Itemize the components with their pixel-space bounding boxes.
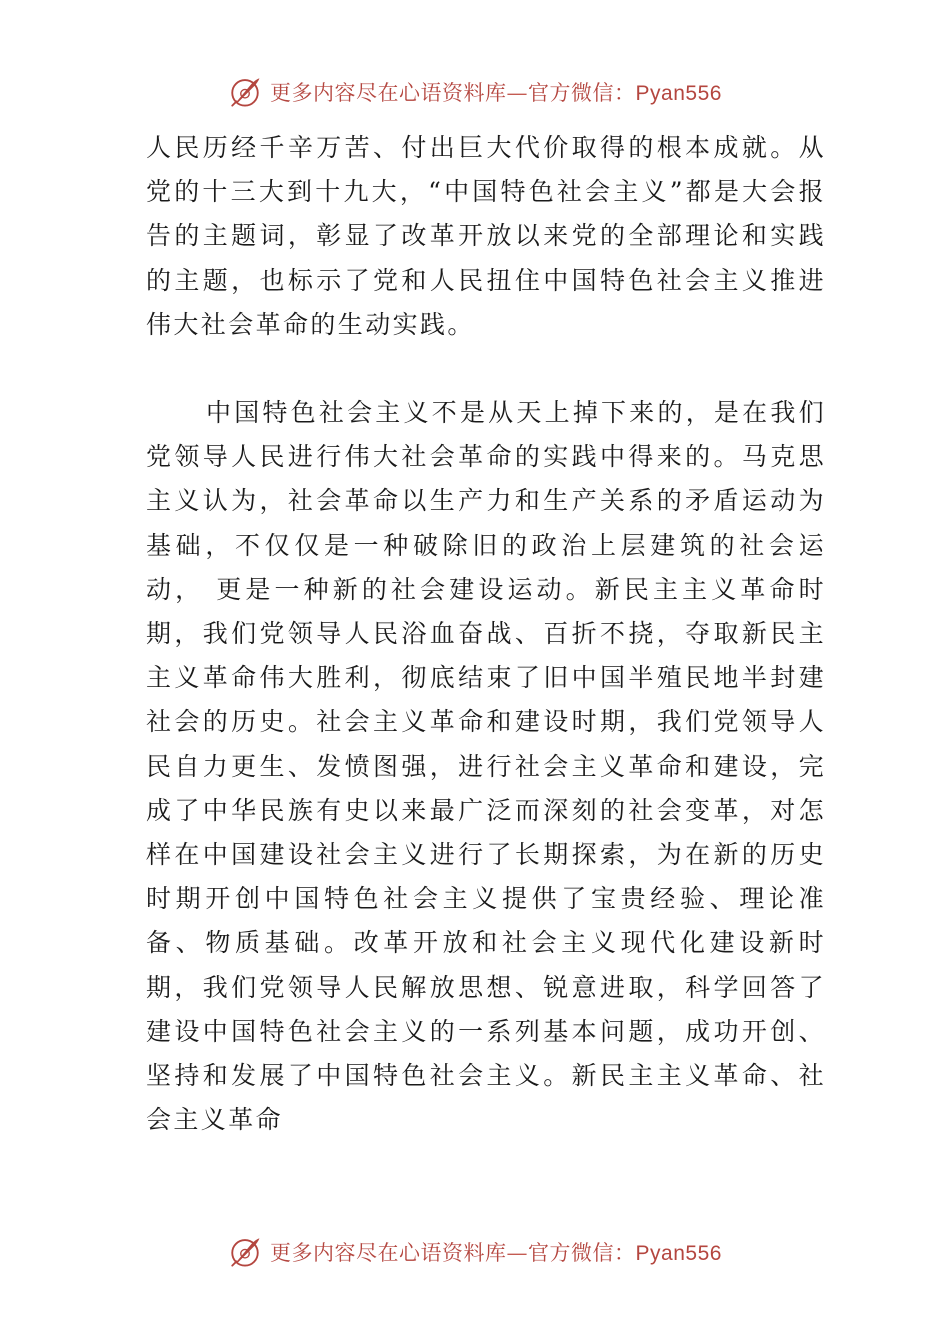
quill-pen-icon <box>228 1235 262 1269</box>
header-banner <box>0 72 950 112</box>
header-banner-main: 更多内容尽在心语资料库 <box>270 81 507 105</box>
quill-pen-icon <box>228 75 262 109</box>
footer-wechat-id: Pyan556 <box>635 1242 722 1265</box>
footer-banner <box>0 1232 950 1272</box>
header-wechat-label: 官方微信： <box>528 81 636 105</box>
footer-banner-sep: — <box>506 1241 529 1265</box>
footer-banner-main: 更多内容尽在心语资料库 <box>270 1241 507 1265</box>
footer-banner-text <box>270 1237 722 1267</box>
header-banner-text <box>270 77 722 107</box>
header-banner-sep: — <box>506 81 529 105</box>
paragraph-2: 中国特色社会主义不是从天上掉下来的，是在我们党领导人民进行伟大社会革命的实践中得来的。马克思主义认为，社会革命以生产力和生产关系的矛盾运动为基础，不仅仅是一种破除旧的政治上层建筑的社会运动， 更是一种新的社会建设运动。新民主主义革命时期，我们党领导人民浴血奋战、百折不挠，夺取新民主主义革命伟大胜利，彻底结束了旧中国半殖民地半封建社会的历史。社会主义革命和建设时期，我们党领导人民自力更生、发愤图强，进行社会主义革命和建设，完成了中华民族有史以来最广泛而深刻的社会变革，对怎样在中国建设社会主义进行了长期探索，为在新的历史时期开创中国特色社会主义提供了宝贵经验、理论准备、物质基础。改革开放和社会主义现代化建设新时期，我们党领导人民解放思想、锐意进取，科学回答了建设中国特色社会主义的一系列基本问题，成功开创、坚持和发展了中国特色社会主义。新民主主义革命、社会主义革命 <box>146 398 826 1135</box>
footer-wechat-label: 官方微信： <box>528 1241 636 1265</box>
paragraph-1: 人民历经千辛万苦、付出巨大代价取得的根本成就。从党的十三大到十九大，“中国特色社会主义”都是大会报告的主题词，彰显了改革开放以来党的全部理论和实践的主题，也标示了党和人民扭住中国特色社会主义推进伟大社会革命的生动实践。 <box>146 133 826 339</box>
header-wechat-id: Pyan556 <box>635 82 722 105</box>
document-body <box>146 126 826 1142</box>
